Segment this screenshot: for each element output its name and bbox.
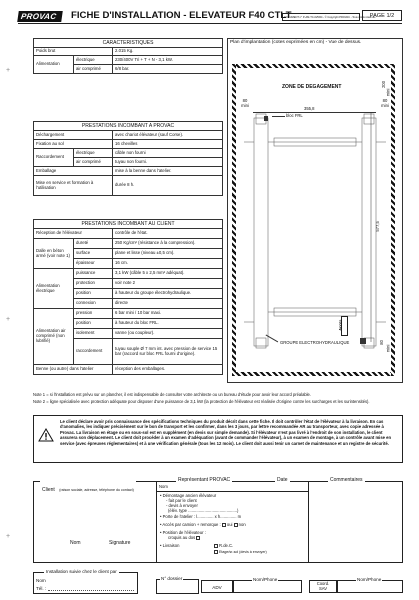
coord-sav-box: Coord. SAV	[309, 580, 337, 593]
prestations-client-title: PRESTATIONS INCOMBANT AU CLIENT	[34, 220, 223, 229]
livraison-rdc: R.de.C.	[214, 544, 233, 549]
oui-checkbox[interactable]	[222, 523, 226, 527]
table-cell: protection	[74, 279, 113, 289]
table-cell: 2.015 Kg.	[113, 48, 223, 56]
form-item-client: - fait par le client	[166, 498, 197, 503]
punch-mark: +	[6, 316, 11, 323]
prestations-provac-title: PRESTATIONS INCOMBANT A PROVAC	[34, 122, 223, 131]
form-divider-1	[156, 481, 157, 563]
form-item-position: • Position de l'élévateur :	[160, 530, 206, 535]
table-cell: Alimentation électrique	[34, 269, 74, 309]
caracteristiques-table	[33, 38, 223, 74]
plan-title: Plan d'implantation (cotes exprimées en cm) - Vue de dessus.	[230, 40, 362, 45]
table-cell: Benne (ou autre) dans l'atelier	[34, 365, 113, 375]
table-cell: Raccordement	[34, 149, 74, 167]
table-cell: 16 chevilles	[113, 140, 223, 149]
table-cell: à hauteur du bloc FRL.	[113, 319, 223, 329]
dim-width-value: 355,8	[304, 106, 315, 111]
table-cell: Déchargement	[34, 131, 113, 140]
form-item-croquis: croquis au dos	[168, 536, 201, 541]
form-item-demontage: • Démontage ancien élévateur	[160, 493, 217, 498]
table-cell: 6 bar mini / 10 bar maxi.	[113, 309, 223, 319]
form-item-type: (élév. type ..........................................)	[168, 508, 239, 513]
table-cell: raccordement	[74, 339, 113, 365]
form-divider-2	[308, 481, 309, 563]
install-nom-label: Nom	[36, 578, 46, 583]
sav-nom-phone-label: Nom/Phone	[357, 577, 382, 582]
table-cell: avec chariot élévateur (sauf Corse).	[113, 131, 223, 140]
dim-bottom-mini: mini	[385, 344, 391, 353]
punch-mark: +	[6, 533, 11, 540]
adv-box: ADV	[201, 580, 233, 593]
livraison-etage: Etage/sr-sol (devis à envoyer)	[214, 550, 267, 554]
dim-bottom-value: 80	[378, 340, 384, 345]
table-cell: position	[74, 289, 113, 299]
zone-hatch-top	[232, 64, 395, 68]
adv-nom-phone-label: Nom/Phone	[253, 577, 278, 582]
zone-hatch-right	[391, 64, 395, 376]
table-cell: vanne (ou coupleur).	[113, 329, 223, 339]
table-cell: contrôle de l'état.	[113, 229, 223, 239]
table-cell: dureté	[74, 239, 113, 249]
dim-length-value: 577,5	[374, 221, 380, 232]
table-cell: plane et lisse (niveau ±0,5 cm).	[113, 249, 223, 259]
note-2: Note 2 = ligne spécialisée avec protection adéquate pour disposer d'une puissance de 3,1 kW (la protection de l'élévateur est réalisée d'origine contre les surcharges et les surintensités).	[33, 399, 370, 404]
table-cell: pression	[74, 309, 113, 319]
table-cell: Alimentation	[34, 56, 74, 74]
client-hint: (raison sociale, adresse, téléphone du contact)	[59, 488, 134, 492]
table-cell: directe	[113, 299, 223, 309]
install-tel-line[interactable]	[48, 590, 134, 591]
document-reference: DOCUMENT n° P-AM-TC-025/04 - © Copyright PROVAC - Tous droits réservés	[282, 13, 360, 21]
table-cell: Dalle en béton armé (voir note 1)	[34, 239, 74, 269]
rdc-checkbox[interactable]	[214, 544, 218, 548]
table-cell: électrique	[74, 149, 113, 158]
table-cell: à hauteur du groupe électrohydraulique.	[113, 289, 223, 299]
table-cell: épaisseur	[74, 259, 113, 269]
table-cell: surface	[74, 249, 113, 259]
groupe-label: GROUPE ELECTROHYDRAULIQUE	[280, 340, 350, 345]
table-cell: tuyau souple Ø 7 mm int. avec pression de service 15 bar (raccord sur bloc FRL fourni d'origine).	[113, 339, 223, 365]
table-cell: Emballage	[34, 167, 113, 176]
caracteristiques-title: CARACTERISTIQUES	[34, 39, 223, 48]
warning-text: Le client déclare avoir pris connaissance des spécifications techniques du produit décrit dans cette fiche. Il doit contrôler l'état de l'élévateur à la livraison. En cas d'anomalies, les indiquer précisément sur le bon de transport et les confirmer, dans les 3 jours, par lettre recommandée AR au transporteur, avec copie adressée à Provac. La livraison en étage ou en sous-sol est en supplément (en devis sur simple demande). Si l'élévateur n'est pas livré à l'endroit de son installation, le client assurera son déplacement. Le client doit procéder à un examen d'adéquation (avant de commander l'élévateur), à un examen de montage, à un contrôle avant mise en service (avec épreuves réglementaires) et à une vérification générale (tous les 12 mois). Le client doit aussi tenir un carnet de maintenance et un registre de sécurité.	[60, 419, 392, 446]
table-cell: Mise en service et formation à l'utilisation	[34, 176, 113, 196]
dim-left-mini: mini	[241, 103, 249, 108]
table-cell: mise à la benne dans l'atelier.	[113, 167, 223, 176]
provac-logo: PROVAC	[17, 11, 63, 22]
table-cell: 3,1 kW (câble 5 x 2,5 mm² adéquat).	[113, 269, 223, 279]
non-checkbox[interactable]	[234, 523, 238, 527]
form-row-line	[156, 491, 308, 492]
table-cell: position	[74, 319, 113, 329]
zone-label: ZONE DE DEGAGEMENT	[282, 84, 342, 90]
table-cell: air comprimé	[74, 158, 113, 167]
form-item-porte: • Porte de l'atelier : l.............. x h.............. m	[160, 514, 242, 519]
dim-right-mini: mini	[381, 103, 389, 108]
dim-top-value: 200	[381, 80, 387, 88]
table-cell: Réception de l'élévateur	[34, 229, 113, 239]
table-cell: durée 8 h.	[113, 176, 223, 196]
bloc-frl-label: bloc FRL	[286, 113, 303, 118]
client-signature-label: Signature	[109, 540, 131, 546]
install-label: Installation suivie chez le client par	[46, 569, 117, 574]
croquis-checkbox[interactable]	[196, 536, 200, 540]
table-cell: 6/8 bar.	[113, 65, 223, 74]
table-cell: Fixation au sol	[34, 140, 113, 149]
table-cell: air comprimé	[74, 65, 113, 74]
form-item-acces: • Accès par camion + remorque : oui non	[160, 522, 246, 528]
table-cell: Alimentation air comprimé (non lubrifié)	[34, 309, 74, 365]
table-cell: voir note 2	[113, 279, 223, 289]
table-cell: puissance	[74, 269, 113, 279]
page-title: FICHE D'INSTALLATION - ELEVATEUR F40 CTLT	[71, 10, 292, 21]
warning-icon	[38, 428, 54, 442]
client-nom-label: Nom	[70, 540, 81, 546]
table-cell: 230/400V Tri + T + N - 3,1 kW.	[113, 56, 223, 65]
table-cell: 250 Kg/cm² (résistance à la compression).	[113, 239, 223, 249]
prestations-client-table	[33, 219, 223, 375]
table-cell: 16 cm.	[113, 259, 223, 269]
rep-nom-label: Nom	[159, 484, 168, 489]
dim-top-mini: mini	[385, 88, 391, 97]
representant-label: Représentant PROVAC	[178, 477, 231, 483]
table-cell: tuyau non fourni.	[113, 158, 223, 167]
install-tel-label: Tél. :	[36, 586, 47, 591]
page-number: PAGE 1/2	[362, 10, 402, 21]
lift-drawing	[240, 112, 390, 374]
table-cell: connexion	[74, 299, 113, 309]
dossier-label: N° dossier	[161, 576, 183, 581]
header-divider	[18, 23, 402, 24]
dim-right-value: 80	[382, 98, 388, 103]
acces-label: Accès	[338, 319, 343, 331]
date-label: Date	[277, 477, 288, 483]
form-item-livraison: • Livraison	[160, 543, 180, 548]
client-label: Client	[42, 487, 55, 493]
form-item-devis: - devis à envoyer	[166, 503, 198, 508]
note-1: Note 1 = si l'installation est prévu sur un plancher, il est indispensable de consulter votre architecte ou un bureau d'étude pour avoir leur accord préalable.	[33, 392, 311, 397]
table-cell: câble non fourni	[113, 149, 223, 158]
table-cell: réception des emballages.	[113, 365, 223, 375]
etage-checkbox[interactable]	[214, 550, 218, 554]
table-cell: isolement	[74, 329, 113, 339]
zone-hatch-left	[232, 64, 236, 376]
punch-mark: +	[6, 67, 11, 74]
dim-left-value: 80	[242, 98, 248, 103]
bloc-frl-leader	[272, 116, 285, 117]
commentaires-label: Commentaires	[330, 477, 363, 483]
table-cell: Poids brut	[34, 48, 113, 56]
table-cell: électrique	[74, 56, 113, 65]
prestations-provac-table	[33, 121, 223, 196]
